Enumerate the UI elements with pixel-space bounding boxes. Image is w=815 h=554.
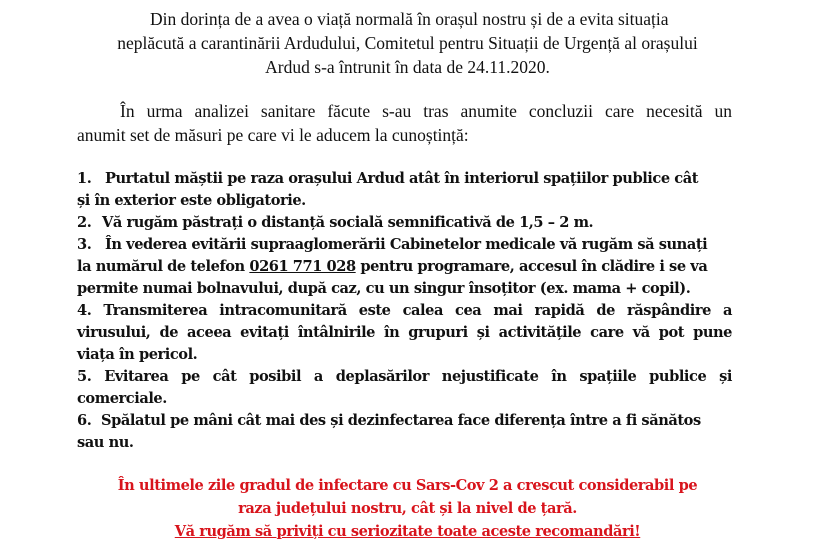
phone-number-link[interactable]: 0261 771 028 [249,258,356,275]
measure-5 [77,366,732,388]
intro-line-2: neplăcută a carantinării Ardudului, Comitetul pentru Situații de Urgență al orașului [117,33,698,53]
measure-4-text: Transmiterea intracomunitară este calea cea mai rapidă de răspândire a [103,302,732,319]
measure-1-number: 1. [77,170,92,187]
intro-line-1: Din dorința de a avea o viață normală în orașul nostru și de a evita situația [150,9,669,29]
analysis-line-2: anumit set de măsuri pe care vi le aducem la cunoștință: [77,125,469,145]
warning-line-1: În ultimele zile gradul de infectare cu Sars-Cov 2 a crescut considerabil pe [117,477,698,494]
measure-4 [77,300,732,322]
measure-6-line-2: sau nu. [77,434,134,451]
measure-1-continuation: și în exterior este obligatorie. [77,192,306,209]
warning-line-2: raza județului nostru, cât și la nivel de țară. [238,500,577,517]
measure-3-phone-line [77,256,707,278]
measure-6-number: 6. [77,412,92,429]
measure-6 [77,410,701,432]
measure-3-phone-prefix: la numărul de telefon [77,258,250,275]
measure-5-number: 5. [77,368,92,385]
measure-1-text: Purtatul măștii pe raza orașului Ardud atât în interiorul spațiilor publice cât [105,170,699,187]
measure-3-number: 3. [77,236,92,253]
analysis-line-1: În urma analizei sanitare făcute s-au tras anumite concluzii care necesită un [120,101,732,121]
measure-6-text: Spălatul pe mâni cât mai des și dezinfectarea face diferența între a fi sănătos [101,412,701,429]
warning-line-3: Vă rugăm să priviți cu seriozitate toate aceste recomandări! [174,523,641,540]
measure-3 [77,234,707,256]
measure-3-continuation: permite numai bolnavului, după caz, cu un singur însoțitor (ex. mama + copil). [77,280,691,297]
measure-5-text: Evitarea pe cât posibil a deplasărilor nejustificate în spațiile publice și [104,368,732,385]
measure-4-line-2: virusului, de aceea evitați întâlnirile în grupuri și activitățile care vă pot pune [77,324,732,341]
measure-1 [77,168,698,190]
measure-4-number: 4. [77,302,92,319]
measure-2-text: Vă rugăm păstrați o distanță socială semnificativă de 1,5 – 2 m. [102,214,594,231]
measure-2-number: 2. [77,214,92,231]
measure-5-line-2: comerciale. [77,390,167,407]
intro-line-3: Ardud s-a întrunit în data de 24.11.2020. [265,57,550,77]
measure-3-text: În vederea evitării supraaglomerării Cabinetelor medicale vă rugăm să sunați [105,236,708,253]
measure-3-text-cont: pentru programare, accesul în clădire i se va [360,258,708,275]
measure-2 [77,212,593,234]
measure-4-line-3: viața în pericol. [77,346,198,363]
